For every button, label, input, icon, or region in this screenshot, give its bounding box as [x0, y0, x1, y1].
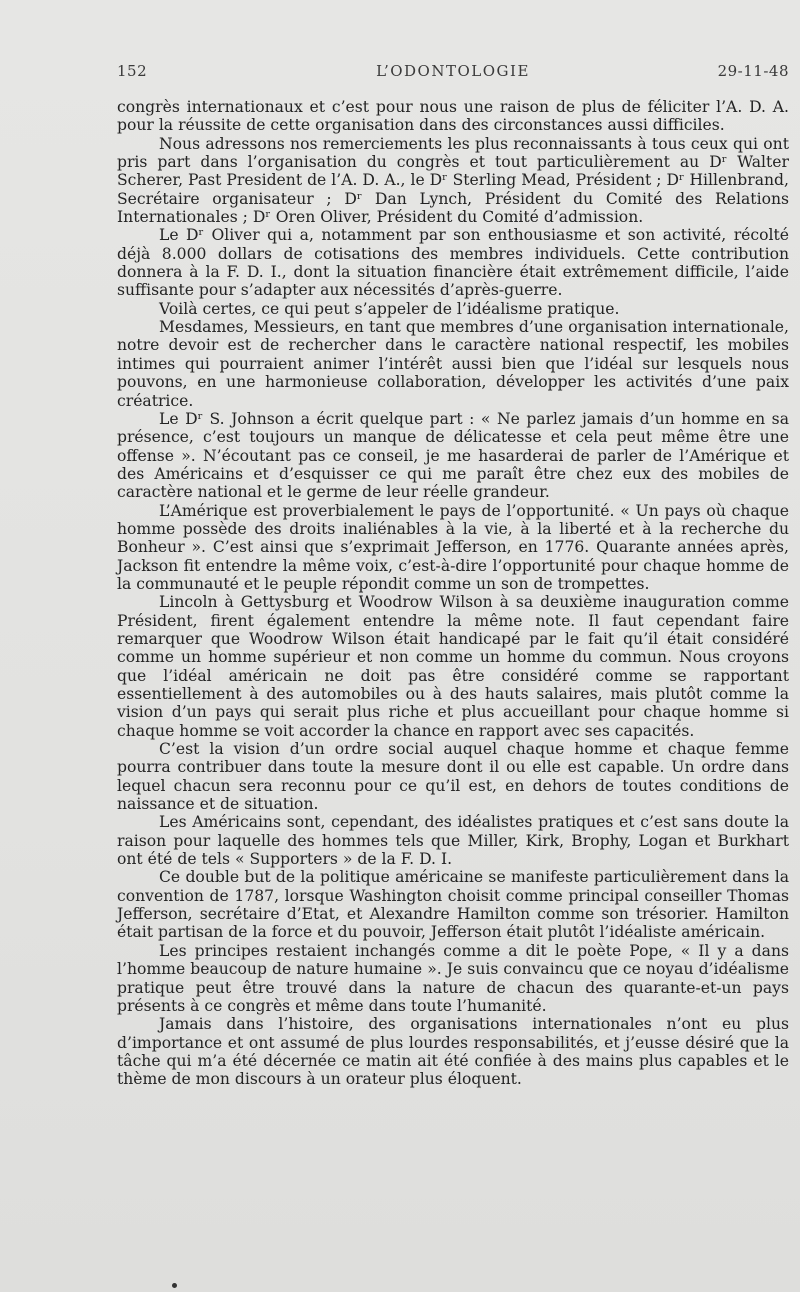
paragraph: Les Américains sont, cependant, des idéalistes pratiques et c’est sans doute la raison pour laquelle des hommes tels que Miller, Kirk, Brophy, Logan et Burkhart ont été de tels « Supporters » de la F. D. I. — [117, 813, 789, 869]
paragraph: Lincoln à Gettysburg et Woodrow Wilson à sa deuxième inauguration comme Président, firent également entendre la même note. Il faut cependant faire remarquer que Woodrow Wilson était handicapé par le fait qu’il était considéré comme un homme supérieur et non comme un homme du commun. Nous croyons que l’idéal américain ne doit pas être considéré comme se rapportant essentiellement à des automobiles ou à des hauts salaires, mais plutôt comme la vision d’un pays qui serait plus riche et plus accueillant pour chaque homme si chaque homme se voit accorder la chance en rapport avec ses capacités. — [117, 593, 789, 740]
running-header — [117, 62, 789, 86]
paragraph: congrès internationaux et c’est pour nous une raison de plus de féliciter l’A. D. A. pour la réussite de cette organisation dans des circonstances aussi difficiles. — [117, 98, 789, 135]
paragraph: Le Dʳ S. Johnson a écrit quelque part : « Ne parlez jamais d’un homme en sa présence, c’est toujours un manque de délicatesse et cela peut même être une offense ». N’écoutant pas ce conseil, je me hasarderai de parler de l’Amérique et des Américains et d’esquisser ce qui me paraît être chez eux des mobiles de caractère national et le germe de leur réelle grandeur. — [117, 409, 789, 502]
issue-date: 29-11-48 — [717, 62, 789, 80]
paragraph: Mesdames, Messieurs, en tant que membres d’une organisation internationale, notre devoir est de rechercher dans le caractère national respectif, les mobiles intimes qui pourraient animer l’intérêt aussi bien que l’idéal sur lesquels nous pouvons, en une harmonieuse collaboration, développer les activités d’une paix créatrice. — [117, 318, 789, 410]
page-number: 152 — [117, 62, 148, 80]
paragraph: Voilà certes, ce qui peut s’appeler de l’idéalisme pratique. — [159, 299, 620, 318]
ink-speck — [172, 1283, 177, 1288]
paragraph: Les principes restaient inchangés comme a dit le poète Pope, « Il y a dans l’homme beaucoup de nature humaine ». Je suis convaincu que ce noyau d’idéalisme pratique peut être trouvé dans la nature de chacun des quarante-et-un pays présents à ce congrès et même dans toute l’humanité. — [117, 941, 789, 1015]
paragraph: Le Dʳ Oliver qui a, notamment par son enthousiasme et son activité, récolté déjà 8.000 dollars de cotisations des membres individuels. Cette contribution donnera à la F. D. I., dont la situation financière était extrêmement difficile, l’aide suffisante pour s’adapter aux nécessités d’après-guerre. — [117, 226, 789, 300]
paragraph: Nous adressons nos remerciements les plus reconnaissants à tous ceux qui ont pris part dans l’organisation du congrès et tout particulièrement au Dʳ Walter Scherer, Past President de l’A. D. A., le Dʳ Sterling Mead, Président ; Dʳ Hillenbrand, Secrétaire organisateur ; Dʳ Dan Lynch, Président du Comité des Relations Internationales ; Dʳ Oren Oliver, Président du Comité d’admission. — [117, 134, 789, 227]
article-body — [117, 98, 789, 1089]
paragraph: Jamais dans l’histoire, des organisations internationales n’ont eu plus d’importance et ont assumé de plus lourdes responsabilités, et j’eusse désiré que la tâche qui m’a été décernée ce matin ait été confiée à des mains plus capables et le thème de mon discours à un orateur plus éloquent. — [117, 1015, 789, 1089]
paragraph: L’Amérique est proverbialement le pays de l’opportunité. « Un pays où chaque homme possède des droits inaliénables à la vie, à la liberté et à la recherche du Bonheur ». C’est ainsi que s’exprimait Jefferson, en 1776. Quarante années après, Jackson fit entendre la même voix, c’est-à-dire l’opportunité pour chaque homme de la communauté et le peuple répondit comme un son de trompettes. — [117, 501, 789, 593]
paragraph: Ce double but de la politique américaine se manifeste particulièrement dans la convention de 1787, lorsque Washington choisit comme principal conseiller Thomas Jefferson, secrétaire d’Etat, et Alexandre Hamilton comme son trésorier. Hamilton était partisan de la force et du pouvoir, Jefferson était plutôt l’idéaliste américain. — [117, 868, 789, 942]
journal-title: L’ODONTOLOGIE — [376, 62, 530, 80]
paragraph: C’est la vision d’un ordre social auquel chaque homme et chaque femme pourra contribuer dans toute la mesure dont il ou elle est capable. Un ordre dans lequel chacun sera reconnu pour ce qu’il est, en dehors de toutes conditions de naissance et de situation. — [117, 740, 789, 814]
